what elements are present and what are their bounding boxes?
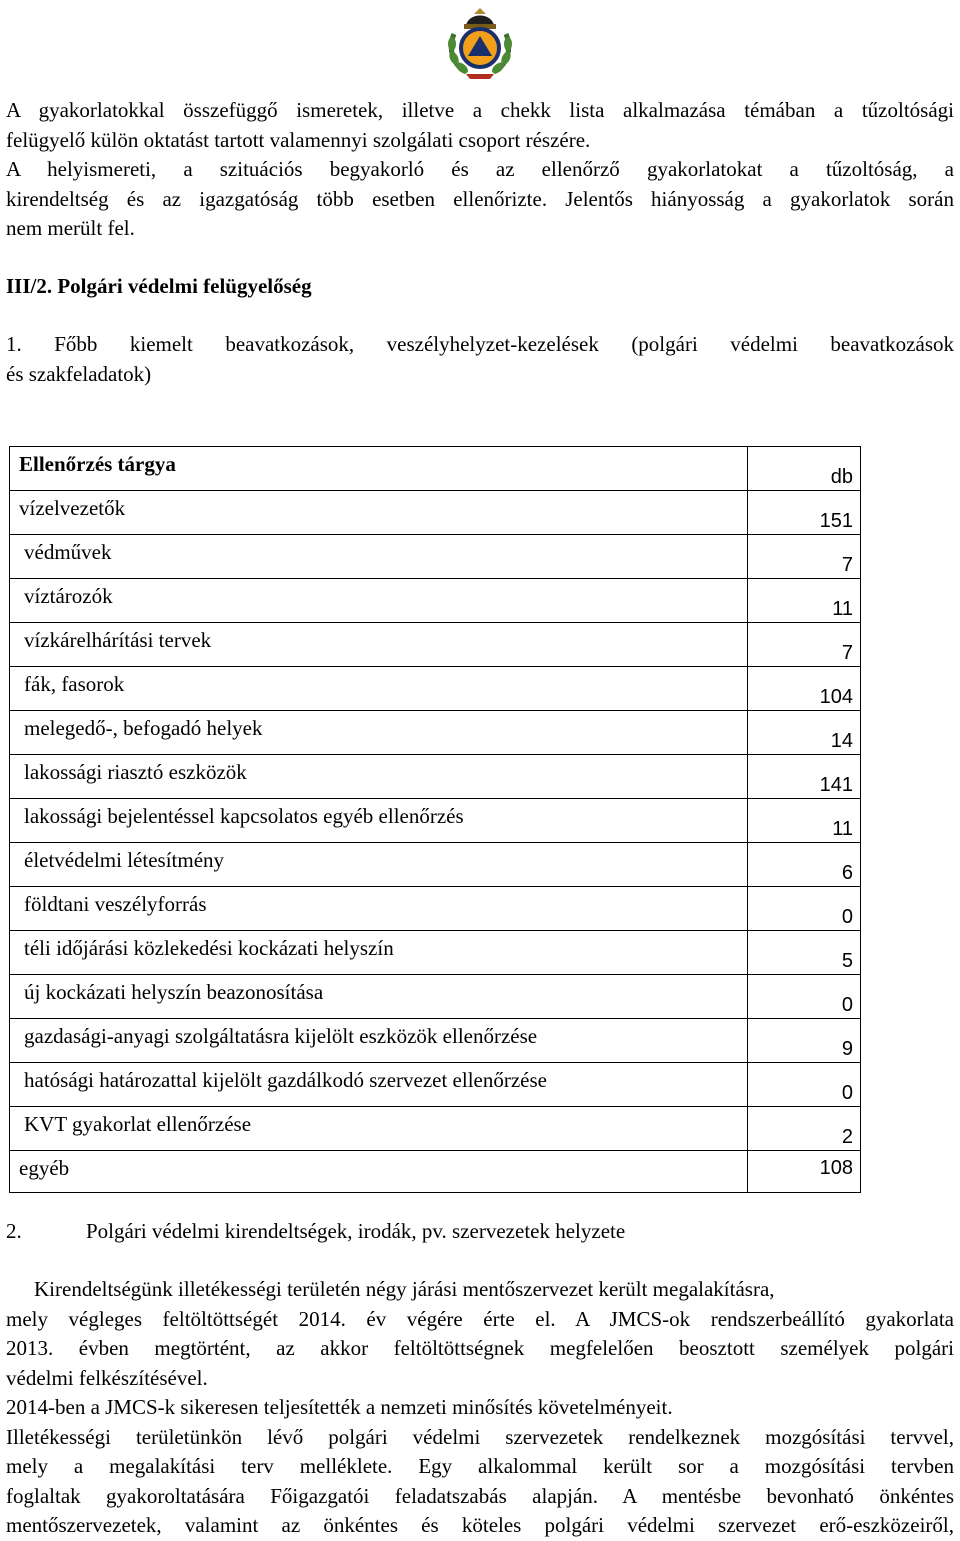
table-row-label: új kockázati helyszín beazonosítása	[10, 975, 748, 1019]
table-row	[10, 1019, 861, 1063]
closing-line: 2013. évben megtörtént, az akkor feltöltöttségnek megfelelően beosztott személyek polgári	[6, 1336, 954, 1360]
table-row	[10, 755, 861, 799]
closing-line: Kirendeltségünk illetékességi területén négy járási mentőszervezet került megalakításra,	[34, 1277, 775, 1301]
table-row-label: életvédelmi létesítmény	[10, 843, 748, 887]
closing-line: mely a megalakítási terv melléklete. Egy alkalommal került sor a mozgósítási tervben	[6, 1454, 954, 1478]
table-header-label: Ellenőrzés tárgya	[10, 447, 748, 491]
table-row-label: földtani veszélyforrás	[10, 887, 748, 931]
item-1-line: 1. Főbb kiemelt beavatkozások, veszélyhelyzet-kezelések (polgári védelmi beavatkozások	[6, 332, 954, 356]
table-header-row	[10, 447, 861, 491]
table-row-value: 141	[748, 755, 861, 799]
table-row-value: 2	[748, 1107, 861, 1151]
civil-protection-emblem-icon	[444, 4, 516, 80]
table-row-label: KVT gyakorlat ellenőrzése	[10, 1107, 748, 1151]
table-row-label: gazdasági-anyagi szolgáltatásra kijelölt eszközök ellenőrzése	[10, 1019, 748, 1063]
intro-line: kirendeltség és az igazgatóság több esetben ellenőrizte. Jelentős hiányosság a gyakorlatok során	[6, 186, 954, 211]
intro-line: A helyismereti, a szituációs begyakorló és az ellenőrző gyakorlatokat a tűzoltóság, a	[6, 157, 954, 181]
table-row-value: 11	[748, 799, 861, 843]
table-row-label: egyéb	[10, 1151, 748, 1193]
section-heading: III/2. Polgári védelmi felügyelőség	[6, 274, 312, 298]
intro-line: nem merült fel.	[6, 216, 135, 240]
closing-line: védelmi felkészítésével.	[6, 1365, 208, 1390]
item-1-title	[6, 330, 954, 389]
table-row-value: 151	[748, 491, 861, 535]
table-row-value: 5	[748, 931, 861, 975]
item-2-number: 2.	[6, 1219, 22, 1243]
table-row	[10, 623, 861, 667]
closing-paragraph	[6, 1275, 954, 1541]
table-row-value: 0	[748, 975, 861, 1019]
table-row-value: 6	[748, 843, 861, 887]
table-row	[10, 1151, 861, 1193]
table-row	[10, 1063, 861, 1107]
table-row-value: 7	[748, 623, 861, 667]
table-row	[10, 975, 861, 1019]
table-row	[10, 491, 861, 535]
table-row	[10, 887, 861, 931]
inspection-table	[9, 446, 861, 1193]
table-row-label: víztározók	[10, 579, 748, 623]
table-row-label: védművek	[10, 535, 748, 579]
table-row-label: fák, fasorok	[10, 667, 748, 711]
item-2-title	[6, 1217, 625, 1246]
table-row-label: melegedő-, befogadó helyek	[10, 711, 748, 755]
table-row-value: 7	[748, 535, 861, 579]
table-row	[10, 1107, 861, 1151]
closing-line: mentőszervezetek, valamint az önkéntes és köteles polgári védelmi szervezet erő-eszközeiről,	[6, 1513, 954, 1537]
table-row	[10, 843, 861, 887]
intro-paragraph	[6, 96, 954, 244]
closing-line: Illetékességi területünkön lévő polgári védelmi szervezetek rendelkeznek mozgósítási tervvel,	[6, 1424, 954, 1449]
item-2-text: Polgári védelmi kirendeltségek, irodák, pv. szervezetek helyzete	[86, 1219, 626, 1243]
table-row	[10, 667, 861, 711]
table-row	[10, 799, 861, 843]
table-row-value: 0	[748, 887, 861, 931]
table-row-label: vízelvezetők	[10, 491, 748, 535]
table-row-value: 14	[748, 711, 861, 755]
table-row-value: 11	[748, 579, 861, 623]
closing-line: foglaltak gyakoroltatására Főigazgatói feladatszabás alapján. A mentésbe bevonható önkéntes	[6, 1483, 954, 1508]
table-row-label: téli időjárási közlekedési kockázati helyszín	[10, 931, 748, 975]
intro-line: felügyelő külön oktatást tartott valamennyi szolgálati csoport részére.	[6, 127, 591, 152]
closing-line: mely végleges feltöltöttségét 2014. év végére érte el. A JMCS-ok rendszerbeállító gyakorlata	[6, 1306, 954, 1331]
table-row-value: 108	[748, 1151, 861, 1193]
table-row-label: lakossági bejelentéssel kapcsolatos egyéb ellenőrzés	[10, 799, 748, 843]
table-row-label: vízkárelhárítási tervek	[10, 623, 748, 667]
item-1-line: és szakfeladatok)	[6, 361, 152, 386]
intro-line: A gyakorlatokkal összefüggő ismeretek, illetve a chekk lista alkalmazása témában a tűzoltósági	[6, 98, 954, 122]
table-row	[10, 711, 861, 755]
table-row-label: lakossági riasztó eszközök	[10, 755, 748, 799]
table-row-label: hatósági határozattal kijelölt gazdálkodó szervezet ellenőrzése	[10, 1063, 748, 1107]
table-row	[10, 579, 861, 623]
table-row-value: 104	[748, 667, 861, 711]
table-row	[10, 535, 861, 579]
table-header-value: db	[748, 447, 861, 491]
closing-line: 2014-ben a JMCS-k sikeresen teljesítették a nemzeti minősítés követelményeit.	[6, 1395, 673, 1419]
table-row	[10, 931, 861, 975]
table-row-value: 0	[748, 1063, 861, 1107]
table-row-value: 9	[748, 1019, 861, 1063]
